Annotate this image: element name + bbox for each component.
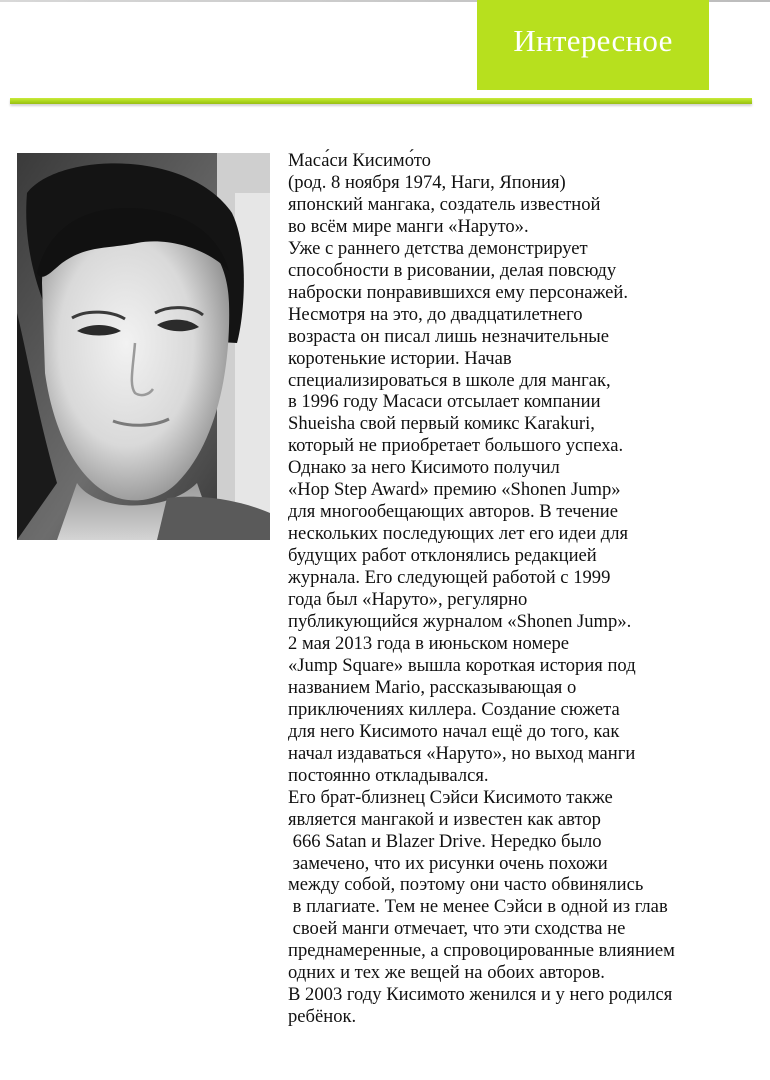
biography-line: Несмотря на это, до двадцатилетнего [288,303,583,325]
biography-line: «Jump Square» вышла короткая история под [288,654,636,676]
biography-line: своей манги отмечает, что эти сходства не [288,918,626,940]
biography-line: в плагиате. Тем не менее Сэйси в одной из глав [288,896,668,918]
biography-line: постоянно откладывался. [288,764,489,786]
biography-line: приключениях киллера. Создание сюжета [288,698,620,720]
biography-line: японский мангака, создатель известной [288,193,601,215]
biography-line: Уже с раннего детства демонстрирует [288,237,588,259]
section-header-tab [477,0,709,90]
biography-line: будущих работ отклонялись редакцией [288,545,597,567]
biography-line: преднамеренные, а спровоцированные влиянием [288,940,675,962]
biography-line: Shueisha свой первый комикс Karakuri, [288,413,595,435]
biography-line: между собой, поэтому они часто обвинялись [288,874,644,896]
biography-line: Его брат-близнец Сэйси Кисимото также [288,786,613,808]
biography-line: для многообещающих авторов. В течение [288,501,618,523]
biography-line: В 2003 году Кисимото женился и у него родился [288,984,673,1006]
portrait-photo [17,153,270,540]
biography-line: журнала. Его следующей работой с 1999 [288,567,611,589]
biography-line: одних и тех же вещей на обоих авторов. [288,962,605,984]
biography-text [288,150,764,1028]
biography-line: способности в рисовании, делая повсюду [288,259,617,281]
biography-line: нескольких последующих лет его идеи для [288,523,629,545]
biography-line: коротенькие истории. Начав [288,347,512,369]
biography-line: замечено, что их рисунки очень похожи [288,852,608,874]
header-divider [10,98,752,104]
portrait-photo-icon [17,153,270,540]
biography-line: названием Mario, рассказывающая о [288,676,577,698]
biography-line: Маса́си Кисимо́то [288,150,431,171]
biography-line: начал издаваться «Наруто», но выход манги [288,742,636,764]
biography-line: Однако за него Кисимото получил [288,457,560,479]
biography-line: «Hop Step Award» премию «Shonen Jump» [288,479,621,501]
biography-line: года был «Наруто», регулярно [288,589,528,611]
biography-line: в 1996 году Масаси отсылает компании [288,391,601,413]
biography-line: 2 мая 2013 года в июньском номере [288,632,570,654]
section-title: Интересное [513,23,673,58]
biography-line: во всём мире манги «Наруто». [288,215,529,237]
biography-line: специализироваться в школе для мангак, [288,369,611,391]
biography-line: наброски понравившихся ему персонажей. [288,281,629,303]
biography-line: возраста он писал лишь незначительные [288,325,610,347]
biography-line: публикующийся журналом «Shonen Jump». [288,611,632,633]
biography-line: 666 Satan и Blazer Drive. Нередко было [288,830,602,852]
biography-line: (род. 8 ноября 1974, Наги, Япония) [288,171,566,193]
biography-line: ребёнок. [288,1006,357,1028]
biography-line: который не приобретает большого успеха. [288,435,624,457]
biography-line: для него Кисимото начал ещё до того, как [288,720,620,742]
biography-line: является мангакой и известен как автор [288,808,601,830]
